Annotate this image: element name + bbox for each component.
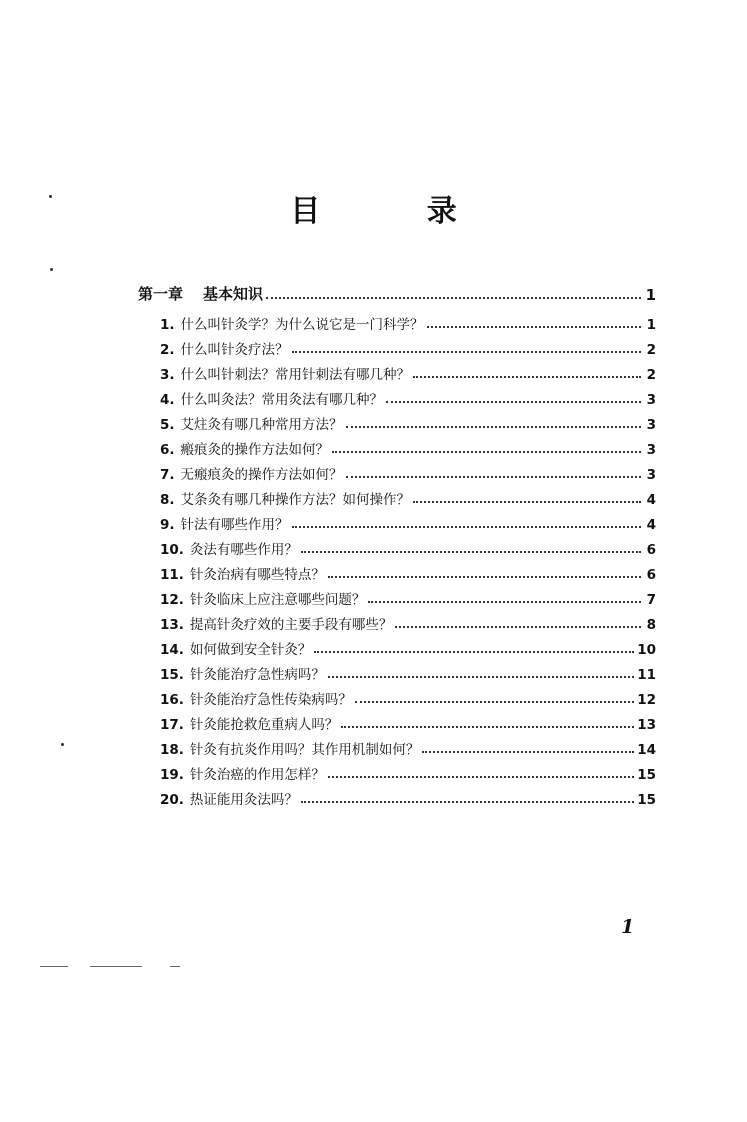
entry-number: 4. <box>160 392 175 408</box>
dot-leader <box>346 426 641 428</box>
entry-title: 艾炷灸有哪几种常用方法？ <box>180 417 343 433</box>
entry-number: 3. <box>160 367 175 383</box>
entry-title: 什么叫针灸疗法？ <box>180 342 289 358</box>
entry-page: 8 <box>646 617 656 633</box>
table-of-contents <box>138 278 656 808</box>
entry-title: 针法有哪些作用？ <box>180 517 289 533</box>
dot-leader <box>341 726 634 728</box>
dot-leader <box>346 476 641 478</box>
toc-entry[interactable] <box>138 558 656 583</box>
dot-leader <box>422 751 634 753</box>
scan-mark <box>90 966 142 967</box>
dot-leader <box>413 501 641 503</box>
entry-number: 14. <box>160 642 184 658</box>
entry-page: 3 <box>646 417 656 433</box>
toc-entry[interactable] <box>138 608 656 633</box>
dot-leader <box>328 776 634 778</box>
entry-number: 1. <box>160 317 175 333</box>
entry-number: 20. <box>160 792 184 808</box>
entry-number: 9. <box>160 517 175 533</box>
toc-entry[interactable] <box>138 433 656 458</box>
toc-entry[interactable] <box>138 308 656 333</box>
dot-leader <box>266 297 641 299</box>
scan-mark <box>170 966 180 967</box>
entry-title: 针灸临床上应注意哪些问题？ <box>189 592 366 608</box>
entry-page: 10 <box>637 642 656 658</box>
entry-title: 艾条灸有哪几种操作方法？如何操作？ <box>180 492 411 508</box>
toc-entry[interactable] <box>138 633 656 658</box>
entry-page: 6 <box>646 567 656 583</box>
entry-page: 4 <box>646 492 656 508</box>
toc-entry[interactable] <box>138 708 656 733</box>
entry-number: 15. <box>160 667 184 683</box>
scan-speck <box>49 195 52 198</box>
toc-entry[interactable] <box>138 508 656 533</box>
entry-page: 6 <box>646 542 656 558</box>
entry-page: 3 <box>646 442 656 458</box>
entry-number: 12. <box>160 592 184 608</box>
entry-page: 4 <box>646 517 656 533</box>
dot-leader <box>328 676 634 678</box>
toc-entry[interactable] <box>138 658 656 683</box>
chapter-page: 1 <box>645 286 656 304</box>
entry-title: 无瘢痕灸的操作方法如何？ <box>180 467 343 483</box>
entry-page: 2 <box>646 342 656 358</box>
toc-entry[interactable] <box>138 483 656 508</box>
toc-entry[interactable] <box>138 758 656 783</box>
entry-page: 14 <box>637 742 656 758</box>
entry-title: 针灸能治疗急性病吗？ <box>189 667 325 683</box>
entry-number: 7. <box>160 467 175 483</box>
entry-number: 6. <box>160 442 175 458</box>
entry-page: 11 <box>637 667 656 683</box>
entry-page: 15 <box>637 792 656 808</box>
entry-number: 5. <box>160 417 175 433</box>
toc-entry[interactable] <box>138 333 656 358</box>
entry-page: 2 <box>646 367 656 383</box>
entry-number: 2. <box>160 342 175 358</box>
entry-title: 瘢痕灸的操作方法如何？ <box>180 442 330 458</box>
entry-title: 提高针灸疗效的主要手段有哪些？ <box>189 617 393 633</box>
dot-leader <box>301 801 634 803</box>
dot-leader <box>368 601 641 603</box>
entry-page: 3 <box>646 467 656 483</box>
dot-leader <box>314 651 634 653</box>
entry-number: 11. <box>160 567 184 583</box>
entry-number: 10. <box>160 542 184 558</box>
toc-entry[interactable] <box>138 683 656 708</box>
toc-entry[interactable] <box>138 733 656 758</box>
entry-title: 如何做到安全针灸？ <box>189 642 312 658</box>
dot-leader <box>413 376 641 378</box>
dot-leader <box>332 451 641 453</box>
entry-number: 19. <box>160 767 184 783</box>
dot-leader <box>301 551 641 553</box>
scan-speck <box>61 743 64 746</box>
dot-leader <box>386 401 641 403</box>
entry-title: 针灸有抗炎作用吗？其作用机制如何？ <box>189 742 420 758</box>
entry-title: 针灸治病有哪些特点？ <box>189 567 325 583</box>
entry-page: 15 <box>637 767 656 783</box>
toc-entry[interactable] <box>138 358 656 383</box>
entry-page: 13 <box>637 717 656 733</box>
entry-title: 针灸治癌的作用怎样？ <box>189 767 325 783</box>
entry-number: 13. <box>160 617 184 633</box>
entry-number: 8. <box>160 492 175 508</box>
toc-entry[interactable] <box>138 533 656 558</box>
entry-title: 针灸能治疗急性传染病吗？ <box>189 692 352 708</box>
toc-chapter-entry[interactable] <box>138 278 656 304</box>
toc-entry[interactable] <box>138 583 656 608</box>
entry-number: 17. <box>160 717 184 733</box>
entry-page: 7 <box>646 592 656 608</box>
toc-entry[interactable] <box>138 783 656 808</box>
entry-page: 1 <box>646 317 656 333</box>
entry-number: 16. <box>160 692 184 708</box>
page-title: 目 录 <box>290 194 505 229</box>
entry-page: 12 <box>637 692 656 708</box>
dot-leader <box>292 351 641 353</box>
dot-leader <box>328 576 641 578</box>
dot-leader <box>355 701 634 703</box>
chapter-label: 第一章 <box>138 285 184 303</box>
toc-entry[interactable] <box>138 383 656 408</box>
scan-mark <box>40 966 68 967</box>
toc-entry[interactable] <box>138 408 656 433</box>
dot-leader <box>427 326 641 328</box>
scan-speck <box>50 268 53 271</box>
dot-leader <box>395 626 641 628</box>
entry-title: 什么叫针灸学？为什么说它是一门科学？ <box>180 317 424 333</box>
entry-title: 什么叫灸法？常用灸法有哪几种？ <box>180 392 384 408</box>
entry-number: 18. <box>160 742 184 758</box>
chapter-title: 基本知识 <box>203 285 264 303</box>
toc-entry[interactable] <box>138 458 656 483</box>
entry-title: 针灸能抢救危重病人吗？ <box>189 717 339 733</box>
entry-title: 灸法有哪些作用？ <box>189 542 298 558</box>
page-number: 1 <box>621 916 635 938</box>
entry-title: 什么叫针刺法？常用针刺法有哪几种？ <box>180 367 411 383</box>
entry-title: 热证能用灸法吗？ <box>189 792 298 808</box>
entry-page: 3 <box>646 392 656 408</box>
dot-leader <box>292 526 641 528</box>
